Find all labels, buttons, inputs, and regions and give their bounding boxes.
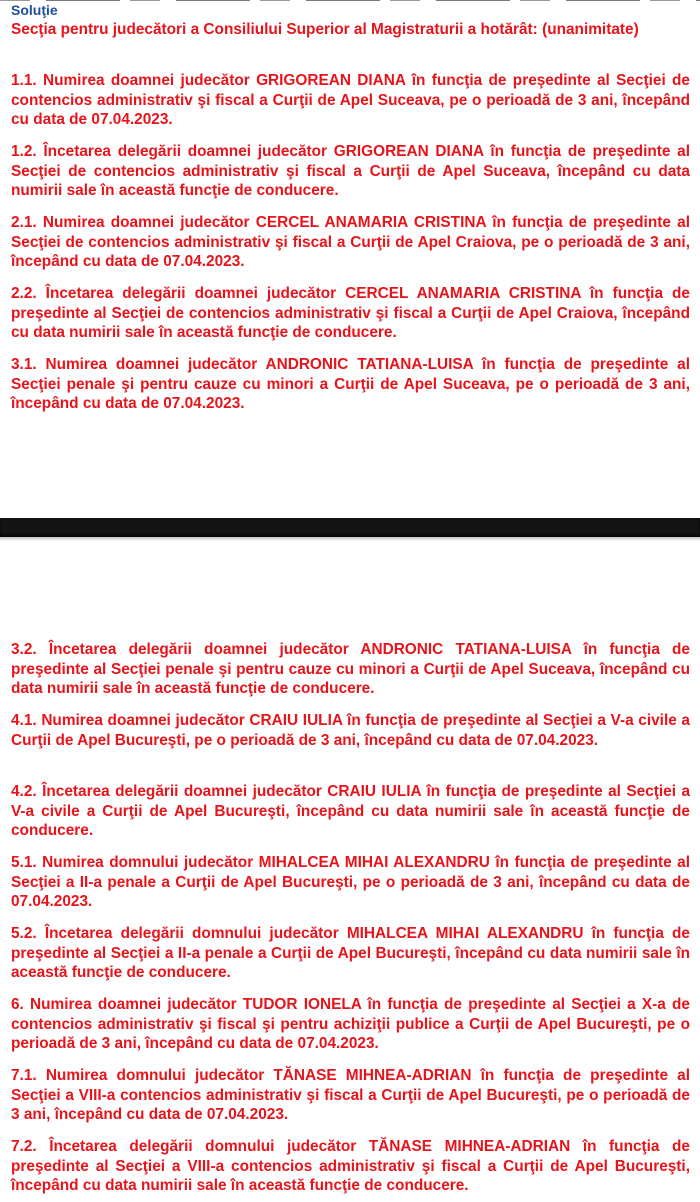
decision-item-5-1: 5.1. Numirea domnului judecător MIHALCEA MIHAI ALEXANDRU în funcţia de preşedinte al Secţiei a II-a penale a Curţii de Apel Bucureşti, pe o perioadă de 3 ani, începând cu data de 07.04.2023. xyxy=(11,854,690,911)
decision-item-1-1: 1.1. Numirea doamnei judecător GRIGOREAN DIANA în funcţia de preşedinte al Secţiei de contencios administrativ şi fiscal a Curţii de Apel Suceava, pe o perioadă de 3 ani, începând cu data de 07.04.2023. xyxy=(11,72,690,129)
decision-item-4-1: 4.1. Numirea doamnei judecător CRAIU IULIA în funcţia de preşedinte al Secţiei a V-a civile a Curţii de Apel Bucureşti, pe o perioadă de 3 ani, începând cu data de 07.04.2023. xyxy=(11,712,690,749)
solution-heading: Soluţie xyxy=(11,2,58,18)
page-top-edge xyxy=(0,0,700,1)
decision-item-6: 6. Numirea doamnei judecător TUDOR IONELA în funcţia de preşedinte al Secţiei a X-a de contencios administrativ şi fiscal şi pentru achiziţii publice a Curţii de Apel Bucureşti, pe o perioadă de 3 ani, începând cu data de 07.04.2023. xyxy=(11,996,690,1053)
decision-item-2-1: 2.1. Numirea doamnei judecător CERCEL ANAMARIA CRISTINA în funcţia de preşedinte al Secţiei de contencios administrativ şi fiscal a Curţii de Apel Craiova, pe o perioadă de 3 ani, începând cu data de 07.04.2023. xyxy=(11,214,690,271)
document-page-top xyxy=(0,0,700,518)
decision-item-1-2: 1.2. Încetarea delegării doamnei judecător GRIGOREAN DIANA în funcţia de preşedinte al Secţiei de contencios administrativ şi fiscal a Curţii de Apel Suceava, începând cu data numirii sale în această funcţie de conducere. xyxy=(11,143,690,200)
decision-intro: Secţia pentru judecători a Consiliului Superior al Magistraturii a hotărât: (unanimitate) xyxy=(11,21,639,38)
decision-item-7-1: 7.1. Numirea domnului judecător TĂNASE MIHNEA-ADRIAN în funcţia de preşedinte al Secţiei a VIII-a contencios administrativ şi fiscal a Curţii de Apel Bucureşti, pe o perioadă de 3 ani, începând cu data de 07.04.2023. xyxy=(11,1067,690,1124)
decision-item-4-2: 4.2. Încetarea delegării doamnei judecător CRAIU IULIA în funcţia de preşedinte al Secţiei a V-a civile a Curţii de Apel Bucureşti, începând cu data numirii sale în această funcţie de conducere. xyxy=(11,783,690,840)
decision-item-2-2: 2.2. Încetarea delegării doamnei judecător CERCEL ANAMARIA CRISTINA în funcţia de preşedinte al Secţiei de contencios administrativ şi fiscal a Curţii de Apel Craiova, începând cu data numirii sale în această funcţie de conducere. xyxy=(11,285,690,342)
document-page-bottom xyxy=(0,537,700,1202)
page-separator xyxy=(0,518,700,537)
decision-item-3-2: 3.2. Încetarea delegării doamnei judecător ANDRONIC TATIANA-LUISA în funcţia de preşedinte al Secţiei penale şi pentru cauze cu minori a Curţii de Apel Suceava, începând cu data numirii sale în această funcţie de conducere. xyxy=(11,641,690,698)
decision-item-3-1: 3.1. Numirea doamnei judecător ANDRONIC TATIANA-LUISA în funcţia de preşedinte al Secţiei penale şi pentru cauze cu minori a Curţii de Apel Suceava, pe o perioadă de 3 ani, începând cu data de 07.04.2023. xyxy=(11,356,690,413)
decision-item-5-2: 5.2. Încetarea delegării domnului judecător MIHALCEA MIHAI ALEXANDRU în funcţia de preşedinte al Secţiei a II-a penale a Curţii de Apel Bucureşti, începând cu data numirii sale în această funcţie de conducere. xyxy=(11,925,690,982)
decision-item-7-2: 7.2. Încetarea delegării domnului judecător TĂNASE MIHNEA-ADRIAN în funcţia de preşedinte al Secţiei a VIII-a contencios administrativ şi fiscal a Curţii de Apel Bucureşti, începând cu data numirii sale în această funcţie de conducere. xyxy=(11,1138,690,1195)
page-separator-shadow xyxy=(0,537,700,541)
